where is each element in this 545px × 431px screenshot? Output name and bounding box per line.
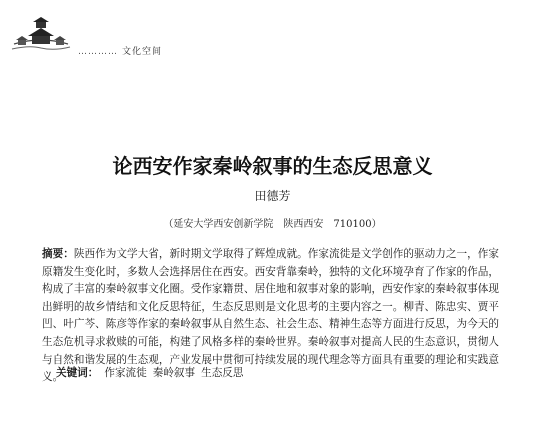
keyword: 生态反思 [201,367,244,379]
keywords-block [56,365,244,380]
section-name: 文化空间 [122,47,163,57]
landmark-logo [10,14,72,52]
section-tag [78,44,162,57]
author-affiliation: （延安大学西安创新学院 陕西西安 710100） [163,219,382,230]
keyword: 秦岭叙事 [152,367,196,379]
section-dots: ………… [78,47,118,57]
abstract-text: 陕西作为文学大省，新时期文学取得了辉煌成就。作家流徙是文学创作的驱动力之一，作家原籍发生变化时，多数人会选择居住在西安。西安背靠秦岭，独特的文化环境孕育了作家的作品，构成了丰富的秦岭叙事文化圈。受作家籍贯、居住地和叙事对象的影响，西安作家的秦岭叙事体现出鲜明的故乡情结和文化反思特征，生态反思则是文化思考的主要内容之一。柳青、陈忠实、贾平凹、叶广芩、陈彦等作家的秦岭叙事从自然生态、社会生态、精神生态等方面进行反思，为今天的生态危机寻求救赎的可能，构建了风格多样的秦岭世界。秦岭叙事对提高人民的生态意识，贯彻人与自然和谐发展的生态观，产业发展中贯彻可持续发展的现代理念等方面具有重要的理论和实践意义。 [42,248,500,384]
article-title: 论西安作家秦岭叙事的生态反思意义 [112,154,433,178]
abstract-label: 摘要： [42,248,74,260]
keyword: 作家流徙 [104,367,147,379]
author-name: 田德芳 [254,189,291,203]
keywords-label: 关键词： [56,367,99,379]
